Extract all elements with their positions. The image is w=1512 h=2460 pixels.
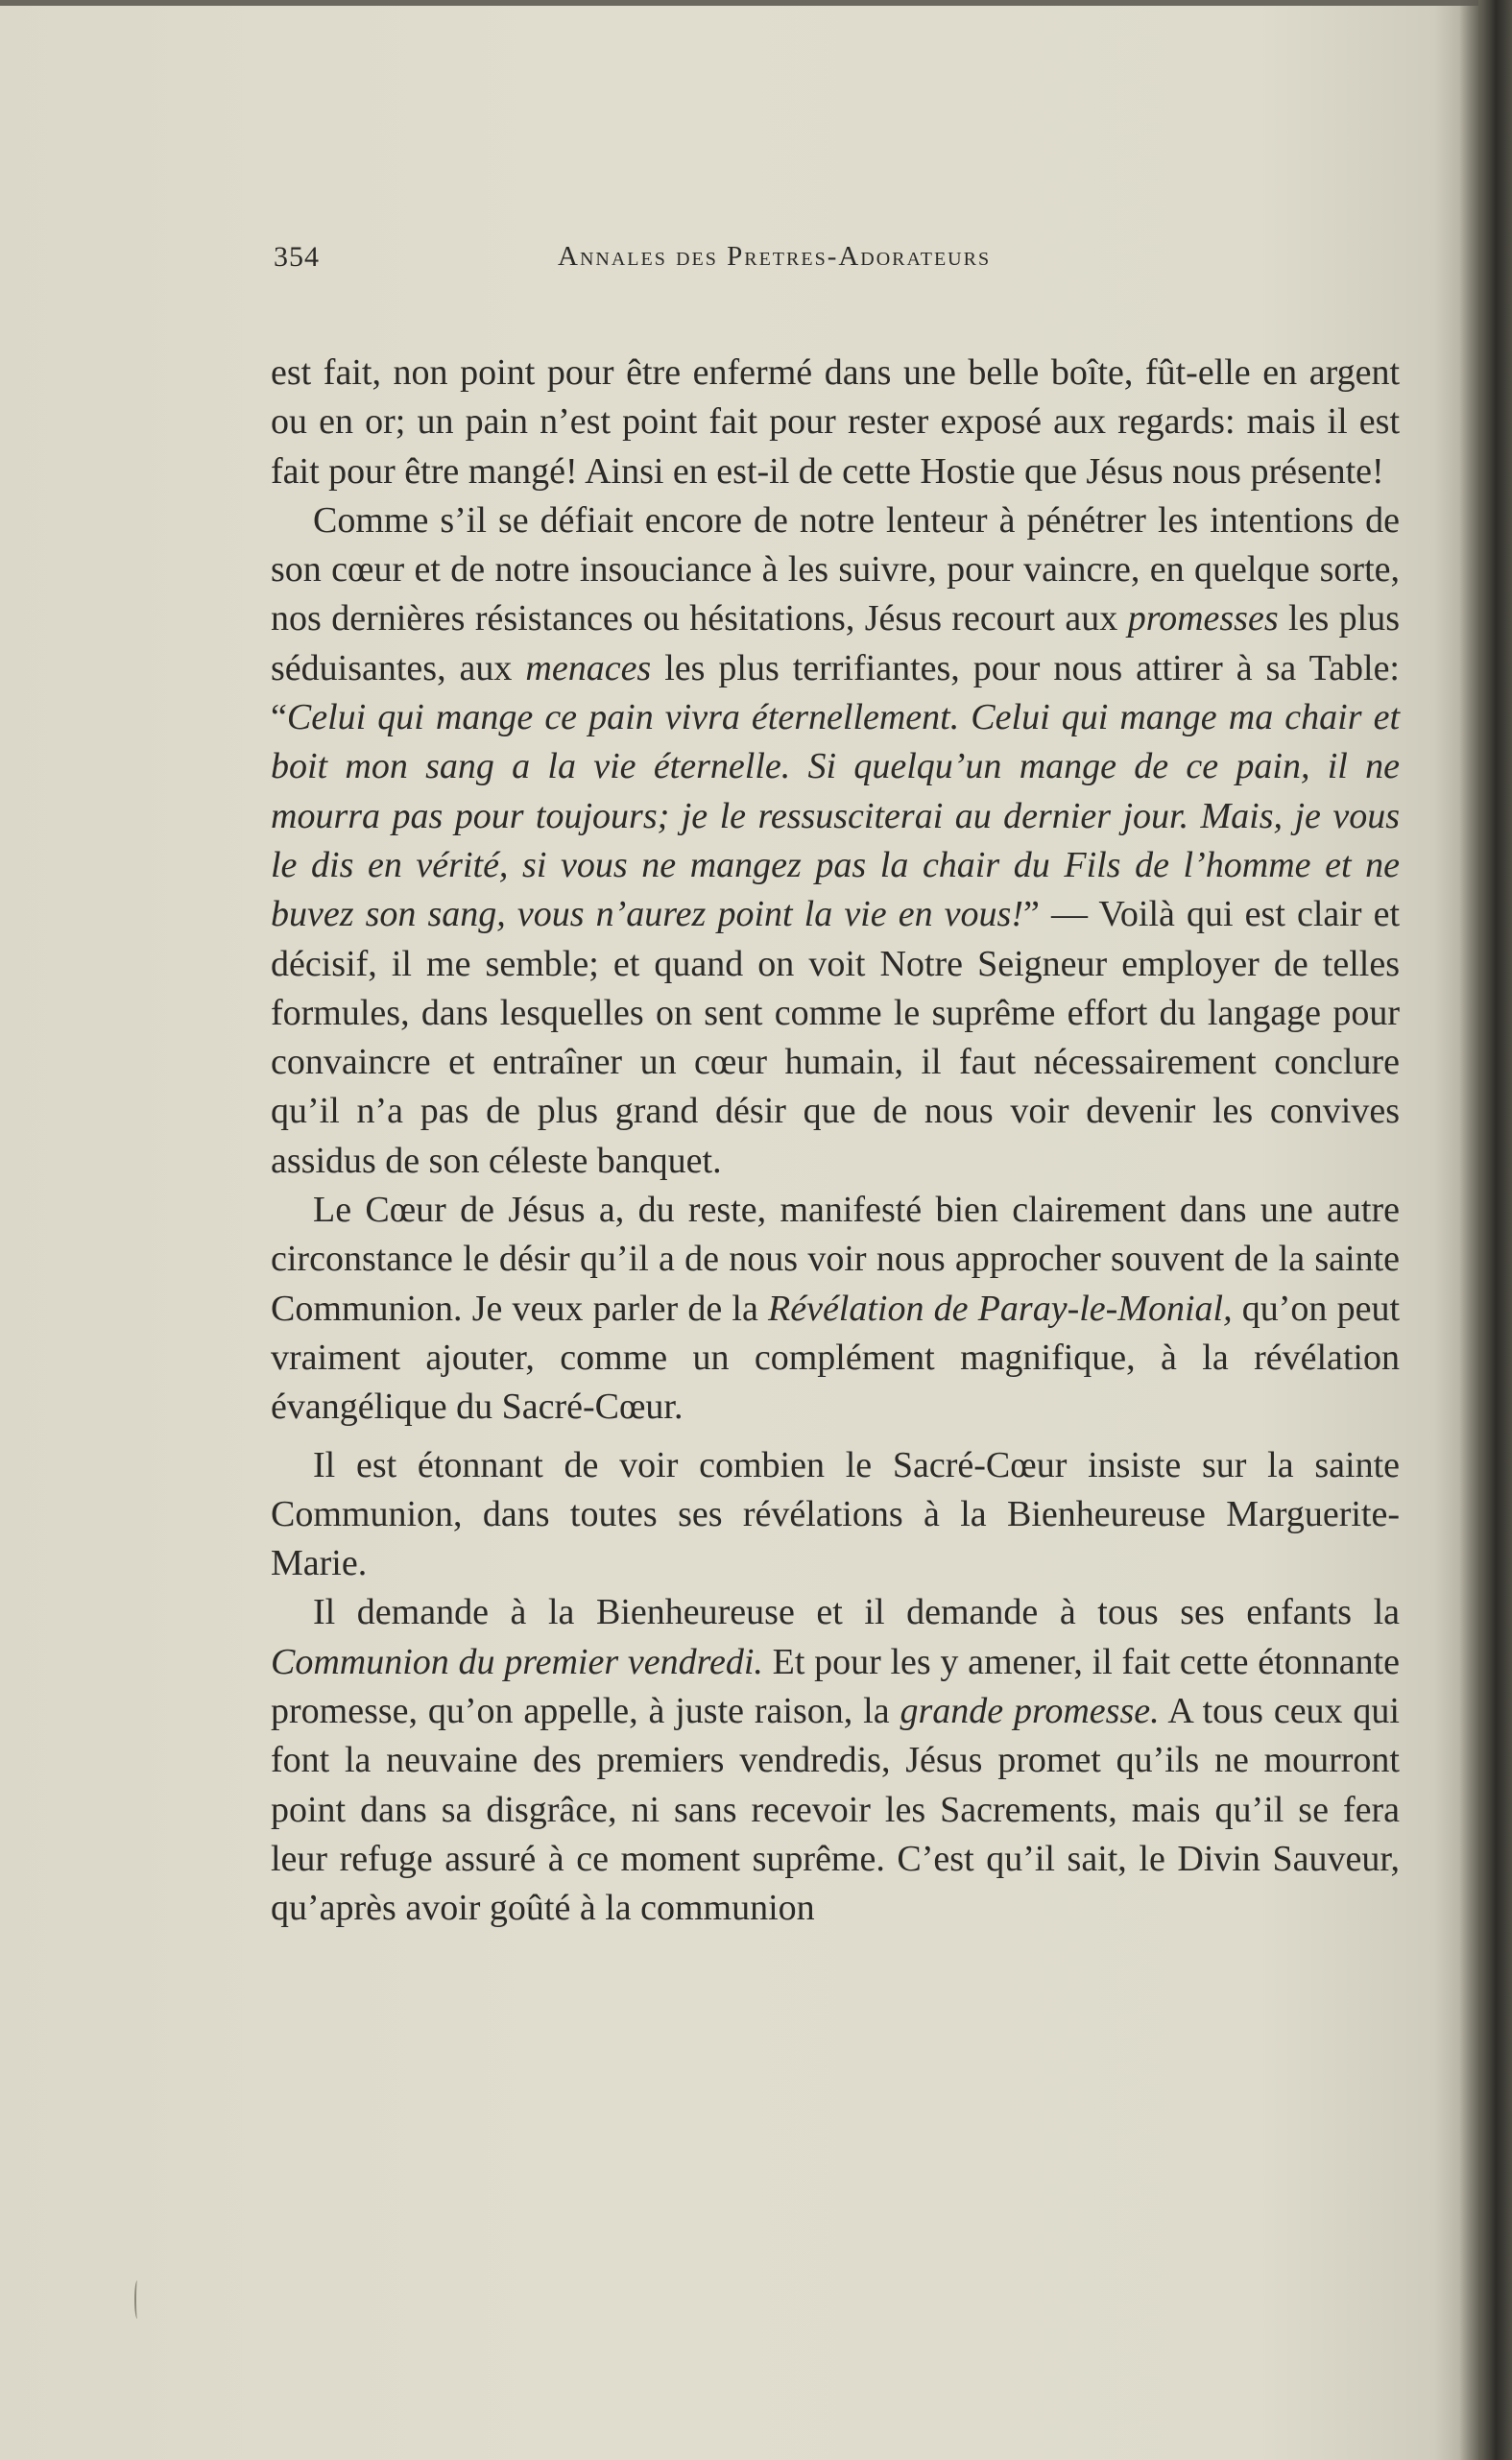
margin-pencil-mark bbox=[134, 2280, 140, 2319]
paragraph-1: est fait, non point pour être enfermé dans une belle boîte, fût-elle en argent ou en or; un pain n’est point fait pour rester exposé aux regards: mais il est fait pour être mangé! Ainsi en est-il de cette Hostie que Jésus nous présente! bbox=[271, 352, 1400, 492]
paragraph-2 bbox=[271, 496, 1400, 1186]
text-segment: Il demande à la Bienheureuse et il demande à tous ses enfants la bbox=[313, 1592, 1400, 1633]
body-text bbox=[271, 349, 1400, 1934]
italic-revelation: Révélation de Paray-le-Monial, bbox=[768, 1288, 1233, 1329]
text-segment: les plus séduisantes, aux bbox=[271, 598, 1400, 688]
italic-menaces: menaces bbox=[525, 647, 652, 688]
paragraph-5 bbox=[271, 1588, 1400, 1933]
text-segment: Le Cœur de Jésus a, du reste, manifesté bien clairement dans une autre circonstance le désir qu’il a de nous voir nous approcher souvent de la sainte Communion. Je veux parler de la bbox=[271, 1190, 1400, 1329]
top-border bbox=[0, 0, 1478, 6]
text-segment: A tous ceux qui font la neuvaine des premiers vendredis, Jésus promet qu’ils ne mourront point dans sa disgrâce, ni sans recevoir les Sacrements, mais qu’il se fera leur refuge assuré à ce moment suprême. C’est qu’il sait, le Divin Sauveur, qu’après avoir goûté à la communion bbox=[271, 1691, 1400, 1929]
italic-grande-promesse: grande promesse. bbox=[900, 1691, 1160, 1732]
running-title: Annales des Pretres-Adorateurs bbox=[558, 241, 992, 272]
italic-promesses: promesses bbox=[1127, 598, 1279, 639]
page-header bbox=[274, 241, 1397, 279]
text-segment: Comme s’il se défiait encore de notre lenteur à pénétrer les intentions de son cœur et de notre insouciance à les suivre, pour vaincre, en quelque sorte, nos dernières résistances ou hésitations, Jésus recourt aux bbox=[271, 499, 1400, 639]
text-segment: ” — Voilà qui est clair et décisif, il me semble; et quand on voit Notre Seigneur employer de telles formules, dans lesquelles on sent comme le suprême effort du langage pour convaincre et entraîner un cœur humain, il faut nécessairement conclure qu’il n’a pas de plus grand désir que de nous voir devenir les convives assidus de son céleste banquet. bbox=[271, 894, 1401, 1181]
paragraph-3 bbox=[271, 1186, 1400, 1432]
text-segment: qu’on peut vraiment ajouter, comme un complément magnifique, à la révélation évangélique du Sacré-Cœur. bbox=[271, 1288, 1401, 1428]
page-edge-shadow bbox=[1459, 0, 1512, 2460]
text-segment: Et pour les y amener, il fait cette étonnante promesse, qu’on appelle, à juste raison, la bbox=[271, 1641, 1400, 1732]
italic-communion: Communion du premier vendredi. bbox=[271, 1641, 763, 1682]
gospel-quotation: Celui qui mange ce pain vivra éternellement. Celui qui mange ma chair et boit mon sang a la vie éternelle. Si quelqu’un mange de ce pain, il ne mourra pas pour toujours; je le ressusciterai au dernier jour. Mais, je vous le dis en vérité, si vous ne mangez pas la chair du Fils de l’homme et ne buvez son sang, vous n’aurez point la vie en vous! bbox=[271, 697, 1400, 935]
paragraph-4: Il est étonnant de voir combien le Sacré-Cœur insiste sur la sainte Communion, dans toutes ses révélations à la Bienheureuse Marguerite-Marie. bbox=[271, 1444, 1400, 1584]
page-number: 354 bbox=[274, 241, 320, 273]
text-segment: les plus terrifiantes, pour nous attirer à sa Table: “ bbox=[271, 647, 1400, 738]
